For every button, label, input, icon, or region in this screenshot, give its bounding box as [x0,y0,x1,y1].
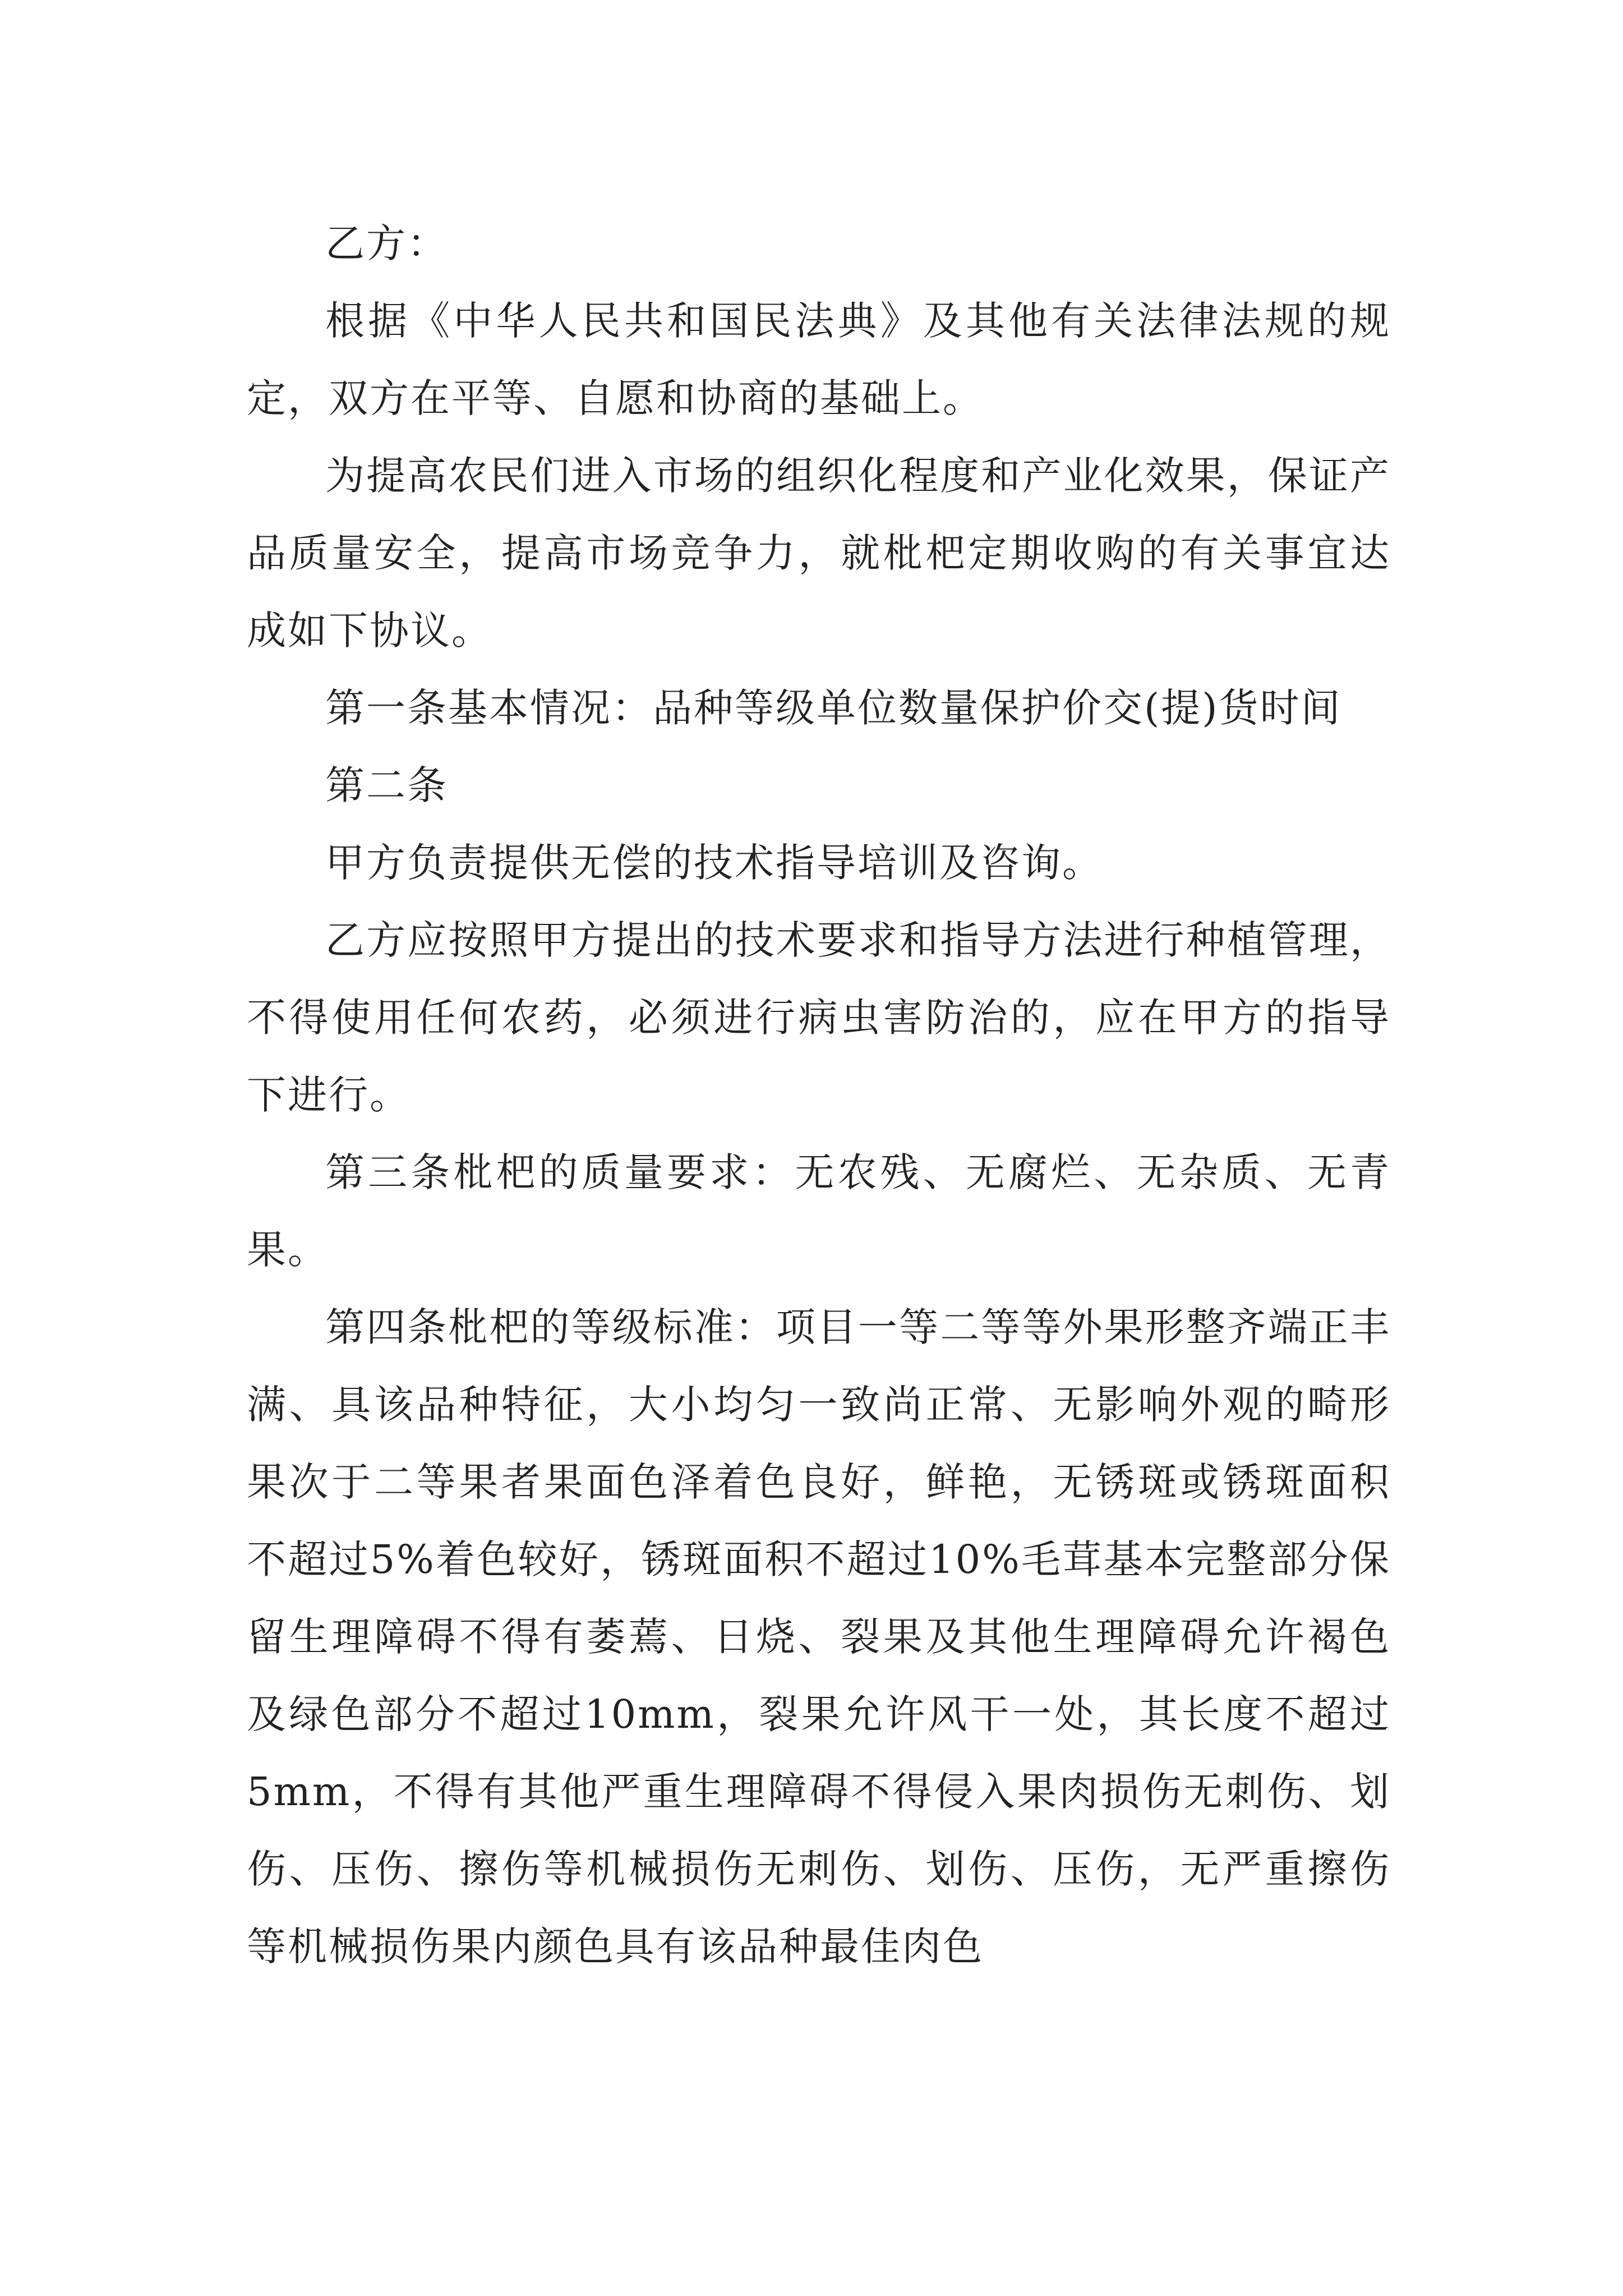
document-body [247,205,1391,1985]
paragraph-article-2-party-a: 甲方负责提供无偿的技术指导培训及咨询。 [325,840,1103,886]
paragraph-article-4: 第四条枇杷的等级标准：项目一等二等等外果形整齐端正丰满、具该品种特征，大小均匀一致尚正常、无影响外观的畸形果次于二等果者果面色泽着色良好，鲜艳，无锈斑或锈斑面积不超过5%着色较好，锈斑面积不超过10%毛茸基本完整部分保留生理障碍不得有萎蔫、日烧、裂果及其他生理障碍允许褐色及绿色部分不超过10mm，裂果允许风干一处，其长度不超过5mm，不得有其他严重生理障碍不得侵入果肉损伤无刺伤、划伤、压伤、擦伤等机械损伤无刺伤、划伤、压伤，无严重擦伤等机械损伤果内颜色具有该品种最佳肉色 [247,1304,1391,1970]
paragraph-purpose: 为提高农民们进入市场的组织化程度和产业化效果，保证产品质量安全，提高市场竞争力，就枇杷定期收购的有关事宜达成如下协议。 [247,453,1391,654]
paragraph-article-1: 第一条基本情况：品种等级单位数量保护价交(提)货时间 [325,685,1342,731]
paragraph-article-3: 第三条枇杷的质量要求：无农残、无腐烂、无杂质、无青果。 [247,1149,1391,1273]
paragraph-article-2-party-b: 乙方应按照甲方提出的技术要求和指导方法进行种植管理，不得使用任何农药，必须进行病虫害防治的，应在甲方的指导下进行。 [247,917,1391,1118]
paragraph-party-b: 乙方： [325,220,448,266]
paragraph-legal-basis: 根据《中华人民共和国民法典》及其他有关法律法规的规定，双方在平等、自愿和协商的基础上。 [247,298,1391,421]
paragraph-article-2-heading: 第二条 [325,762,448,808]
